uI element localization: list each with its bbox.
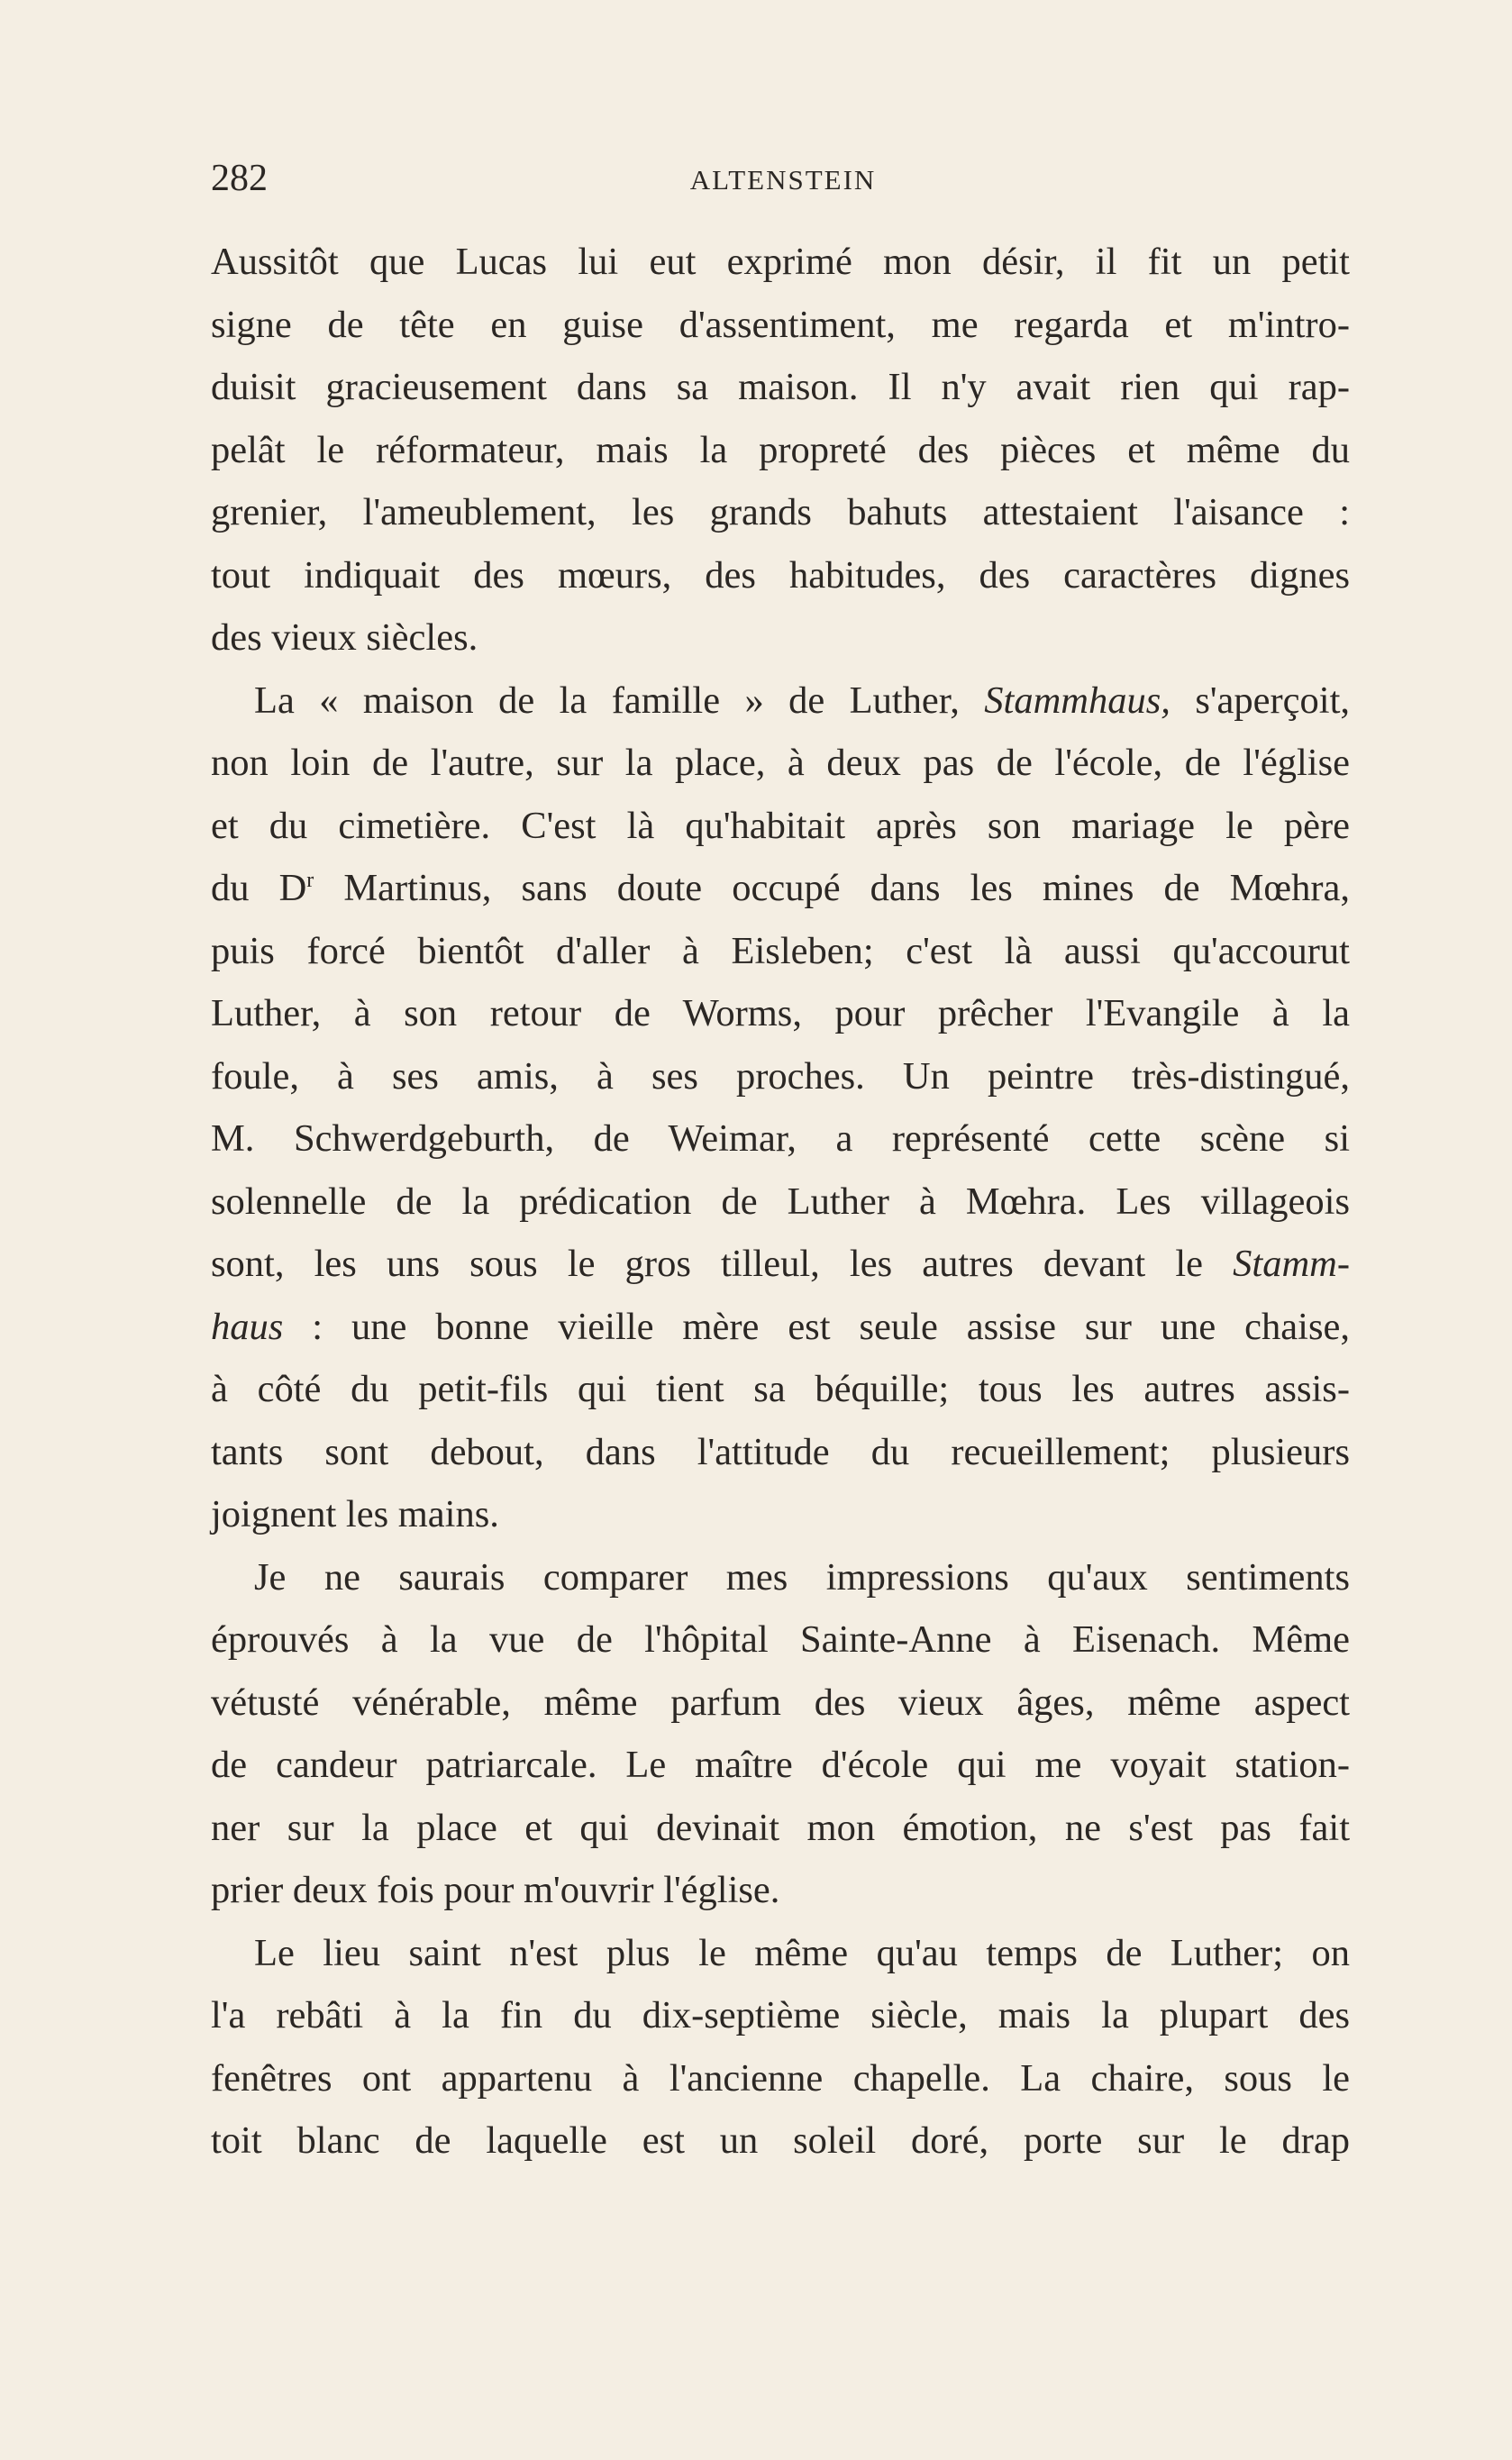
text-line: éprouvés à la vue de l'hôpital Sainte-Anne à Eisenach. Même	[211, 1618, 1350, 1661]
text-line: fenêtres ont appartenu à l'ancienne chapelle. La chaire, sous le	[211, 2056, 1350, 2100]
page-header	[211, 157, 1355, 211]
text-line: puis forcé bientôt d'aller à Eisleben; c'est là aussi qu'accourut	[211, 929, 1350, 972]
text-line: prier deux fois pour m'ouvrir l'église.	[211, 1869, 780, 1911]
page-number: 282	[211, 158, 268, 199]
text-line: Aussitôt que Lucas lui eut exprimé mon désir, il fit un petit	[211, 241, 1350, 283]
running-title: ALTENSTEIN	[689, 164, 877, 196]
text-line: M. Schwerdgeburth, de Weimar, a représenté cette scène si	[211, 1117, 1350, 1160]
italic-run: Stammhaus,	[984, 679, 1170, 722]
text-line: foule, à ses amis, à ses proches. Un peintre très-distingué,	[211, 1054, 1350, 1098]
text-line: et du cimetière. C'est là qu'habitait après son mariage le père	[211, 804, 1350, 847]
text-line: ner sur la place et qui devinait mon émotion, ne s'est pas fait	[211, 1806, 1350, 1849]
text-run: La « maison de la famille » de Luther,	[254, 679, 985, 722]
superscript: r	[306, 868, 314, 892]
text-line: Le lieu saint n'est plus le même qu'au temps de Luther; on	[254, 1931, 1350, 1974]
text-line: l'a rebâti à la fin du dix-septième siècle, mais la plupart des	[211, 1994, 1350, 2036]
text-line: des vieux siècles.	[211, 616, 478, 659]
text-line: de candeur patriarcale. Le maître d'école qui me voyait station-	[211, 1744, 1350, 1786]
text-line: pelât le réformateur, mais la propreté des pièces et même du	[211, 428, 1350, 471]
text-line: duisit gracieusement dans sa maison. Il n'y avait rien qui rap-	[211, 366, 1350, 408]
italic-run: Stamm-	[1233, 1243, 1350, 1285]
text-run: du D	[211, 867, 307, 909]
text-line	[211, 1296, 1350, 1359]
text-run: Martinus, sans doute occupé dans les mines de Mœhra,	[314, 867, 1350, 909]
text-line: grenier, l'ameublement, les grands bahuts attestaient l'aisance :	[211, 491, 1350, 533]
text-line: toit blanc de laquelle est un soleil doré, porte sur le drap	[211, 2119, 1350, 2162]
text-line	[211, 857, 1350, 920]
text-line: à côté du petit-fils qui tient sa béquille; tous les autres assis-	[211, 1368, 1350, 1410]
text-run: : une bonne vieille mère est seule assise sur une chaise,	[283, 1305, 1350, 1348]
italic-run: haus	[211, 1305, 284, 1348]
text-line: non loin de l'autre, sur la place, à deux pas de l'école, de l'église	[211, 742, 1350, 784]
text-line: Luther, à son retour de Worms, pour prêcher l'Evangile à la	[211, 992, 1350, 1034]
text-line	[211, 1233, 1350, 1296]
page-body	[211, 231, 1350, 2173]
text-line: tout indiquait des mœurs, des habitudes, des caractères dignes	[211, 553, 1350, 597]
text-line: joignent les mains.	[211, 1493, 499, 1535]
text-line: signe de tête en guise d'assentiment, me regarda et m'intro-	[211, 303, 1350, 346]
text-line	[211, 670, 1350, 733]
text-line: Je ne saurais comparer mes impressions qu'aux sentiments	[254, 1555, 1350, 1599]
text-line: vétusté vénérable, même parfum des vieux âges, même aspect	[211, 1681, 1350, 1724]
text-line: tants sont debout, dans l'attitude du recueillement; plusieurs	[211, 1430, 1350, 1473]
text-line: solennelle de la prédication de Luther à Mœhra. Les villageois	[211, 1180, 1350, 1223]
text-run: sont, les uns sous le gros tilleul, les autres devant le	[211, 1243, 1234, 1285]
text-run: s'aperçoit,	[1170, 679, 1351, 722]
